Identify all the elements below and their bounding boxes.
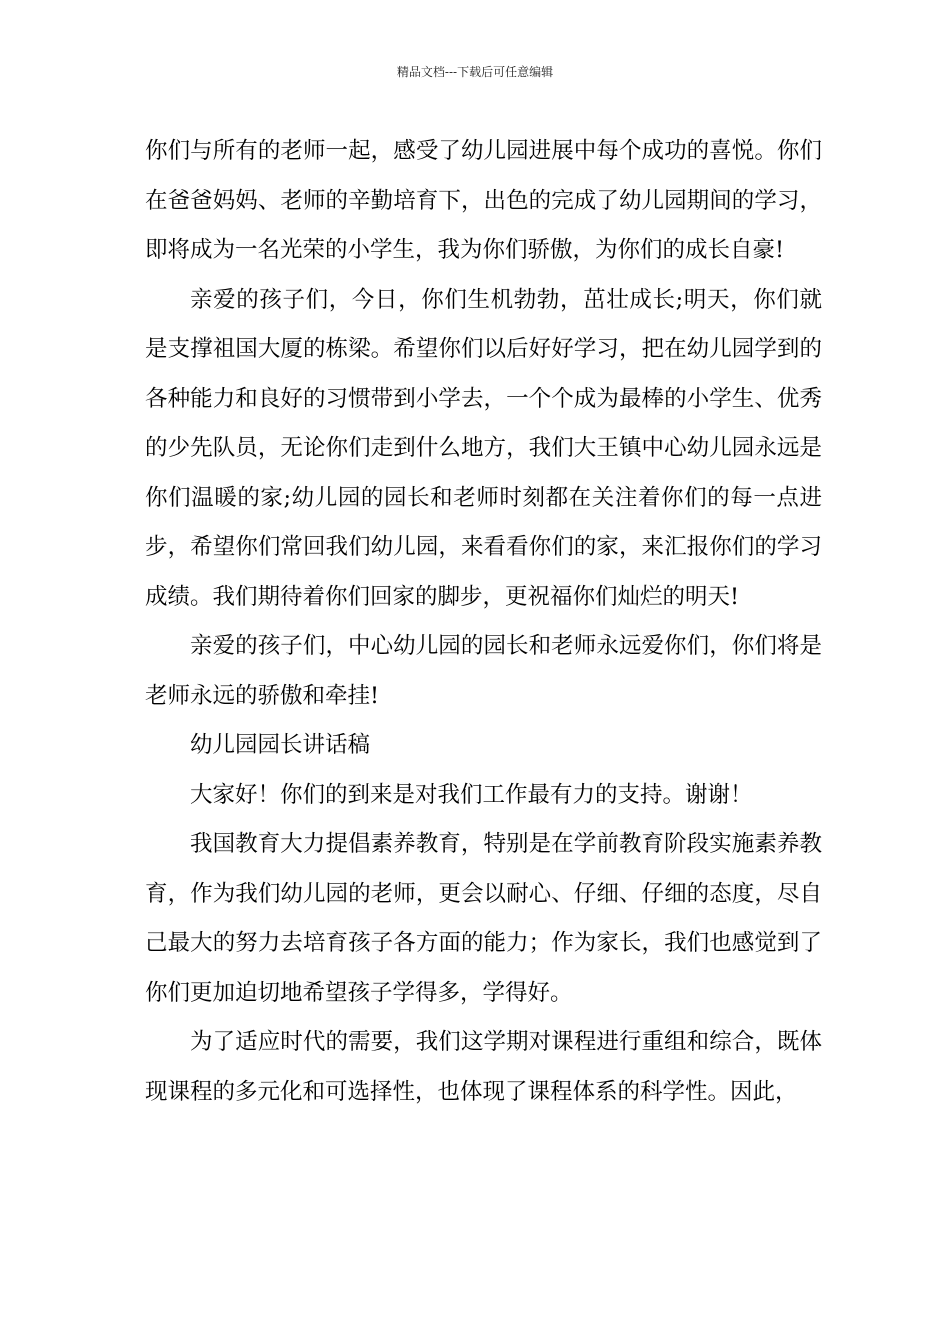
section-title: 幼儿园园长讲话稿: [190, 732, 371, 758]
document-body: [145, 127, 822, 1117]
page-header: 精品文档---下载后可任意编辑: [396, 65, 554, 79]
paragraph-1: 你们与所有的老师一起，感受了幼儿园进展中每个成功的喜悦。你们在爸爸妈妈、老师的辛勤培育下，出色的完成了幼儿园期间的学习，即将成为一名光荣的小学生，我为你们骄傲，为你们的成长自豪!: [145, 138, 822, 263]
paragraph-greeting: 大家好！你们的到来是对我们工作最有力的支持。谢谢！: [190, 781, 753, 808]
paragraph-3: 亲爱的孩子们，中心幼儿园的园长和老师永远爱你们，你们将是老师永远的骄傲和牵挂!: [145, 633, 822, 709]
paragraph-6: 为了适应时代的需要，我们这学期对课程进行重组和综合，既体现课程的多元化和可选择性，也体现了课程体系的科学性。因此，: [145, 1029, 822, 1105]
paragraph-5: 我国教育大力提倡素养教育，特别是在学前教育阶段实施素养教育，作为我们幼儿园的老师，更会以耐心、仔细、仔细的态度，尽自己最大的努力去培育孩子各方面的能力；作为家长，我们也感觉到了你们更加迫切地希望孩子学得多，学得好。: [145, 831, 822, 1006]
paragraph-2: 亲爱的孩子们，今日，你们生机勃勃，茁壮成长;明天，你们就是支撑祖国大厦的栋梁。希望你们以后好好学习，把在幼儿园学到的各种能力和良好的习惯带到小学去，一个个成为最棒的小学生、优秀的少先队员，无论你们走到什么地方，我们大王镇中心幼儿园永远是你们温暖的家;幼儿园的园长和老师时刻都在关注着你们的每一点进步，希望你们常回我们幼儿园，来看看你们的家，来汇报你们的学习成绩。我们期待着你们回家的脚步，更祝福你们灿烂的明天!: [145, 286, 822, 610]
